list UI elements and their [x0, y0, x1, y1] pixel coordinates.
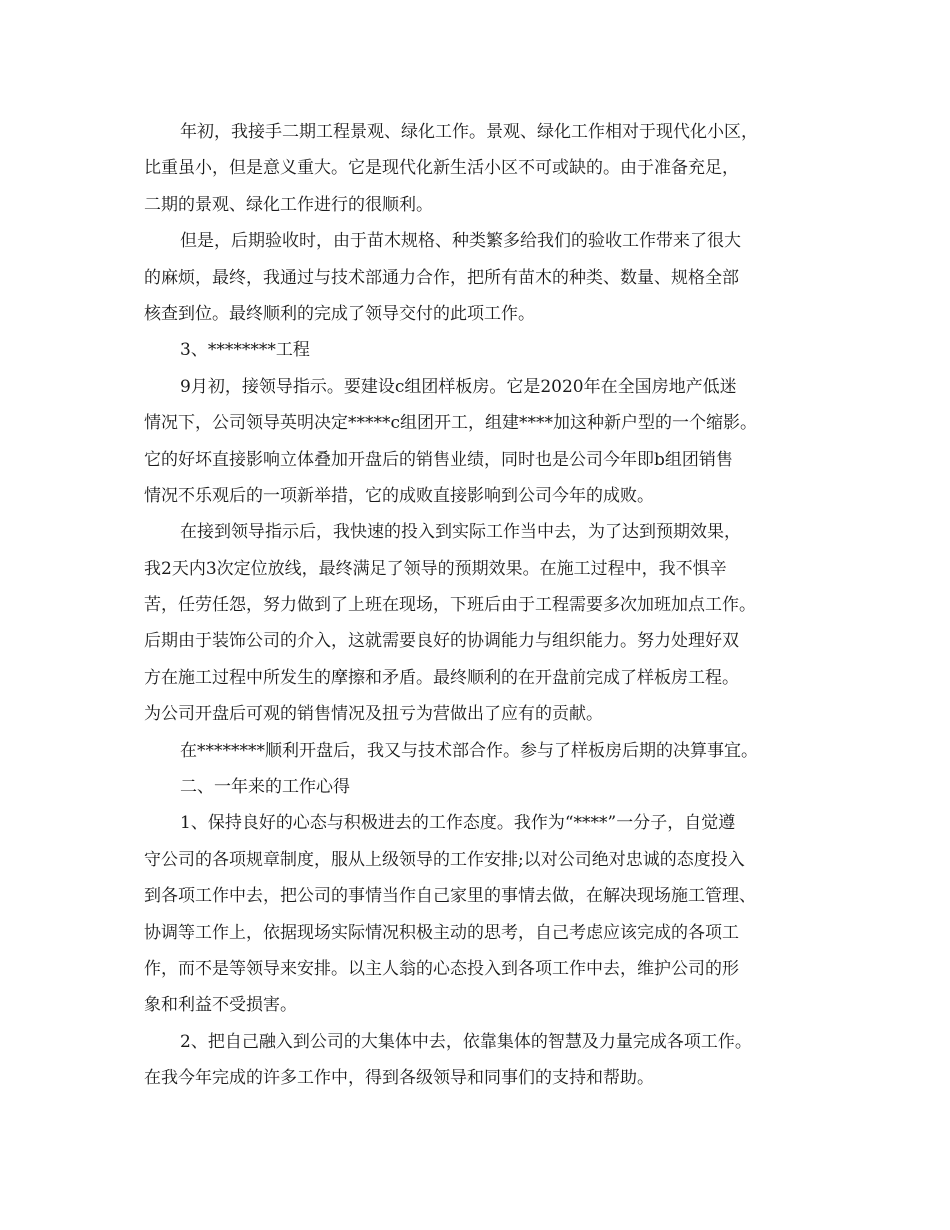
- text-line: 苦，任劳任怨，努力做到了上班在现场，下班后由于工程需要多次加班加点工作。: [144, 595, 756, 616]
- text-line: 作，而不是等领导来安排。以主人翁的心态投入到各项工作中去，维护公司的形: [144, 958, 739, 979]
- text-line: 守公司的各项规章制度，服从上级领导的工作安排;以对公司绝对忠诚的态度投入: [144, 849, 745, 870]
- text-line: 二期的景观、绿化工作进行的很顺利。: [144, 194, 433, 215]
- text-line: 到各项工作中去，把公司的事情当作自己家里的事情去做，在解决现场施工管理、: [144, 886, 756, 907]
- text-line: 1、保持良好的心态与积极进去的工作态度。我作为“****”一分子，自觉遵: [180, 813, 736, 834]
- text-line: 比重虽小，但是意义重大。它是现代化新生活小区不可或缺的。由于准备充足，: [144, 158, 739, 179]
- text-line: 后期由于装饰公司的介入，这就需要良好的协调能力与组织能力。努力处理好双: [144, 631, 739, 652]
- text-line: 情况不乐观后的一项新举措，它的成败直接影响到公司今年的成败。: [144, 485, 654, 506]
- text-line: 的麻烦，最终，我通过与技术部通力合作，把所有苗木的种类、数量、规格全部: [144, 267, 739, 288]
- text-line: 象和利益不受损害。: [144, 995, 297, 1016]
- text-line: 但是，后期验收时，由于苗木规格、种类繁多给我们的验收工作带来了很大: [180, 231, 741, 252]
- text-line: 协调等工作上，依据现场实际情况积极主动的思考，自己考虑应该完成的各项工: [144, 922, 739, 943]
- text-line: 在我今年完成的许多工作中，得到各级领导和同事们的支持和帮助。: [144, 1068, 654, 1089]
- text-line: 我2天内3次定位放线，最终满足了领导的预期效果。在施工过程中，我不惧辛: [144, 558, 727, 579]
- text-line: 在接到领导指示后，我快速的投入到实际工作当中去，为了达到预期效果，: [180, 522, 741, 543]
- text-line: 9月初，接领导指示。要建设c组团样板房。它是2020年在全国房地产低迷: [180, 376, 737, 397]
- text-line: 3、********工程: [180, 340, 310, 361]
- text-line: 年初，我接手二期工程景观、绿化工作。景观、绿化工作相对于现代化小区，: [180, 122, 758, 142]
- text-line: 在********顺利开盘后，我又与技术部合作。参与了样板房后期的决算事宜。: [180, 740, 758, 761]
- text-line: 它的好坏直接影响立体叠加开盘后的销售业绩，同时也是公司今年即b组团销售: [144, 449, 733, 470]
- document-body: [144, 114, 816, 1097]
- text-line: 核查到位。最终顺利的完成了领导交付的此项工作。: [144, 303, 535, 324]
- text-line: 2、把自己融入到公司的大集体中去，依靠集体的智慧及力量完成各项工作。: [180, 1031, 752, 1052]
- text-line: 二、一年来的工作心得: [180, 777, 350, 798]
- text-line: 方在施工过程中所发生的摩擦和矛盾。最终顺利的在开盘前完成了样板房工程。: [144, 667, 739, 688]
- text-line: 为公司开盘后可观的销售情况及扭亏为营做出了应有的贡献。: [144, 704, 603, 725]
- text-line: 情况下，公司领导英明决定*****c组团开工，组建****加这种新户型的一个缩影。: [144, 413, 758, 434]
